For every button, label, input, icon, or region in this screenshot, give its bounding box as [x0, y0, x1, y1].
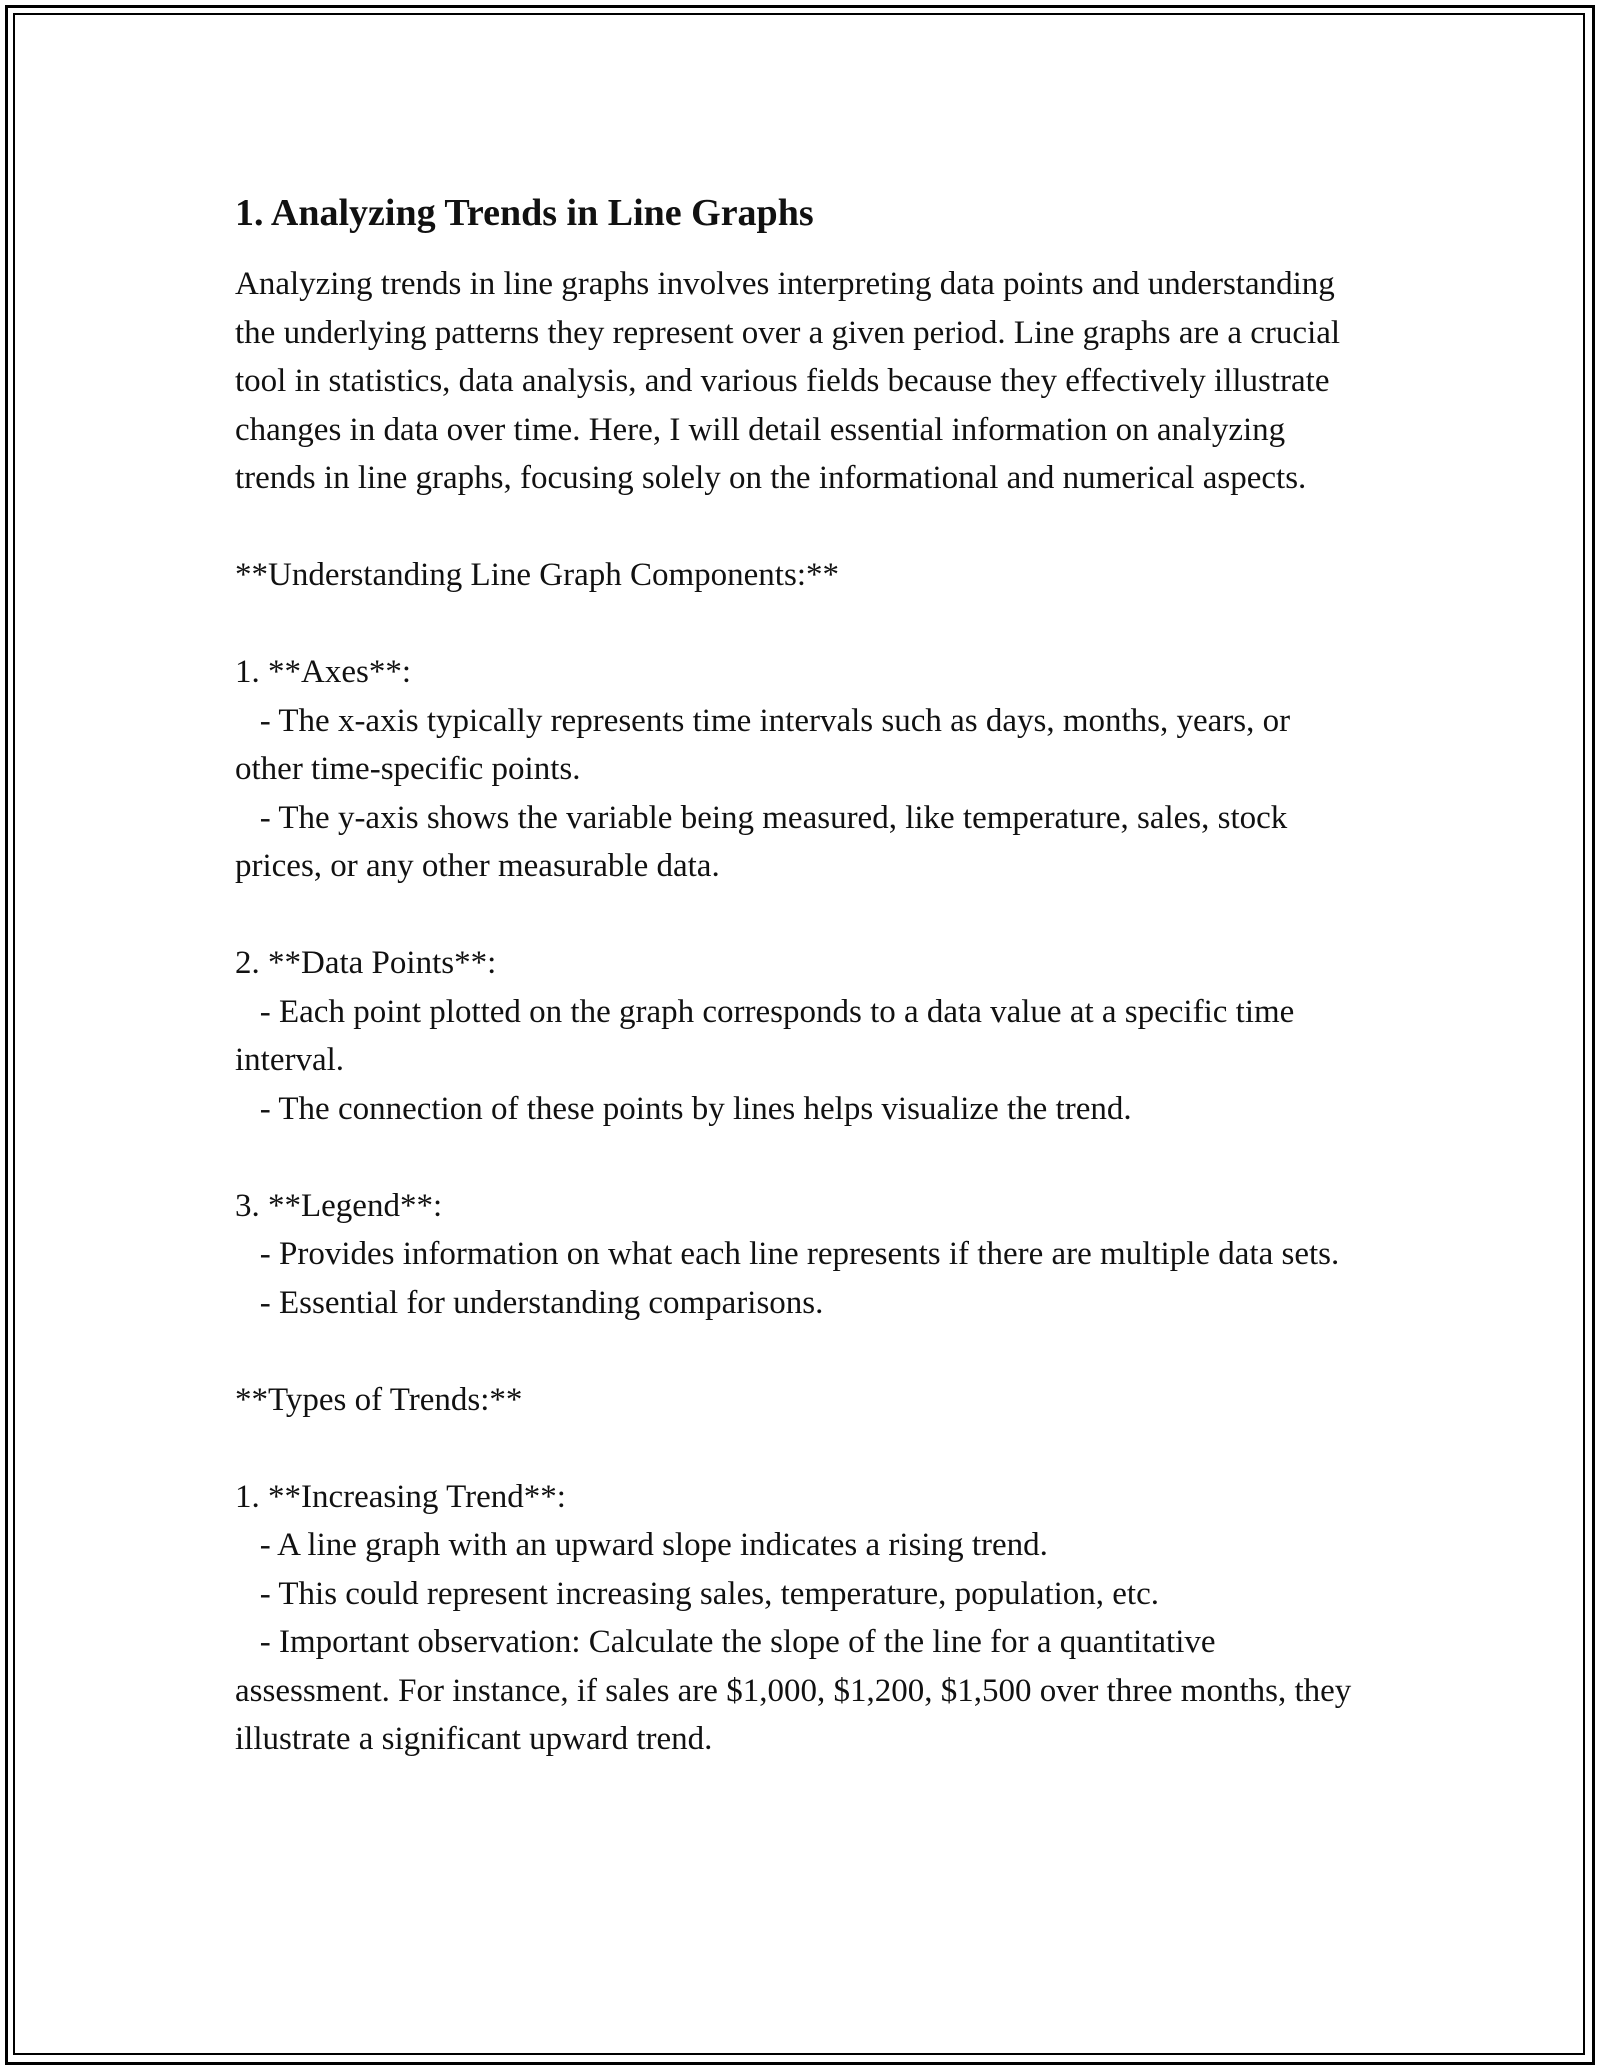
- spacer: [235, 503, 1365, 552]
- spacer: [235, 891, 1365, 940]
- list-item-bullet: - Essential for understanding comparisons.: [235, 1284, 824, 1321]
- list-item-heading: 1. **Increasing Trend**:: [235, 1478, 566, 1515]
- list-item-bullet: - A line graph with an upward slope indicates a rising trend.: [235, 1527, 1048, 1563]
- spacer: [235, 1133, 1365, 1182]
- spacer: [235, 600, 1365, 649]
- list-item-heading: 3. **Legend**:: [235, 1187, 443, 1224]
- list-item-heading: 2. **Data Points**:: [235, 945, 497, 981]
- list-item-bullet: - The connection of these points by lines helps visualize the trend.: [235, 1090, 1132, 1127]
- intro-paragraph: Analyzing trends in line graphs involves interpreting data points and understanding the underlying patterns they represent over a given period. Line graphs are a crucial tool in statistics, data analysis, and various fields because they effectively illustrate changes in data over time. Here, I will detail essential information on analyzing trends in line graphs, focusing solely on the informational and numerical aspects.: [235, 266, 1349, 496]
- list-item-bullet: - The y-axis shows the variable being measured, like temperature, sales, stock prices, or any other measurable data.: [235, 799, 1296, 884]
- trends-heading: **Types of Trends:**: [235, 1381, 523, 1418]
- list-item-bullet: - The x-axis typically represents time intervals such as days, months, years, or other time-specific points.: [235, 702, 1299, 787]
- list-item-bullet: - This could represent increasing sales, temperature, population, etc.: [235, 1575, 1159, 1612]
- list-item-heading: 1. **Axes**:: [235, 654, 411, 690]
- spacer: [235, 1327, 1365, 1376]
- list-item-bullet: - Important observation: Calculate the slope of the line for a quantitative assessment. For instance, if sales are $1,000, $1,200, $1,500 over three months, they illustrate a significant upward trend.: [235, 1624, 1360, 1757]
- document-title: 1. Analyzing Trends in Line Graphs: [235, 192, 814, 234]
- list-item-bullet: - Provides information on what each line represents if there are multiple data sets.: [235, 1236, 1340, 1272]
- list-item-bullet: - Each point plotted on the graph corresponds to a data value at a specific time interval.: [235, 993, 1303, 1078]
- document-body: [235, 186, 1365, 1764]
- components-heading: **Understanding Line Graph Components:**: [235, 557, 839, 593]
- spacer: [235, 1424, 1365, 1473]
